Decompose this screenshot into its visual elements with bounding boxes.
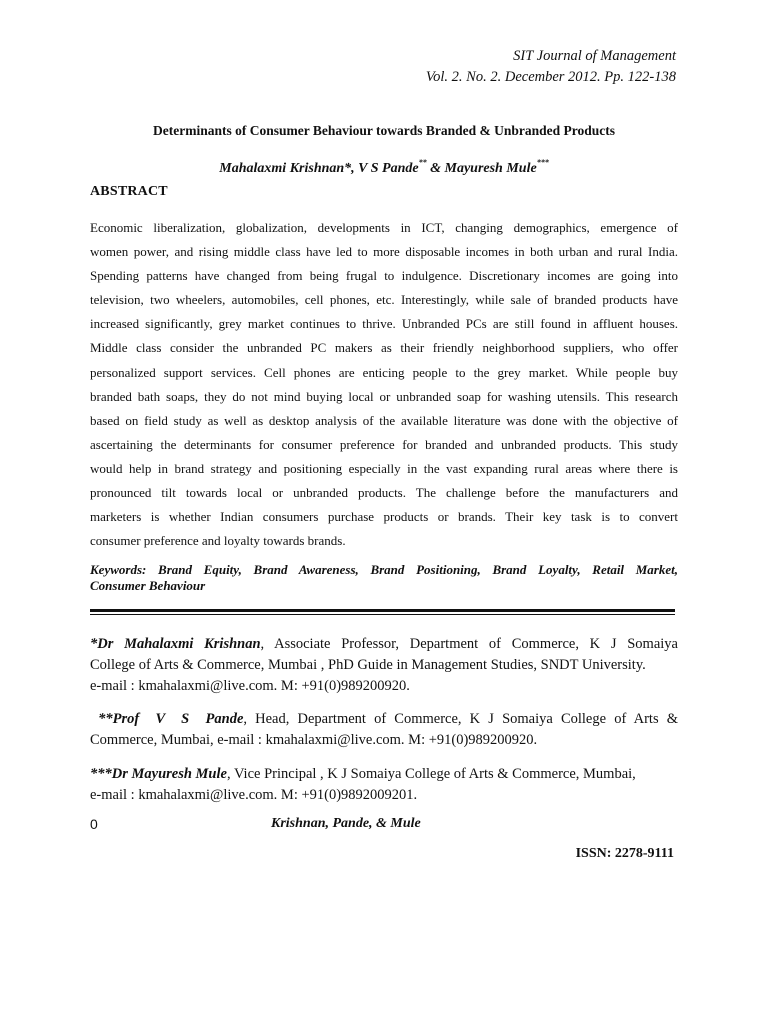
abstract-line: Spending patterns have changed from being frugal to indulgence. Discretionary incomes are going into: [90, 268, 678, 284]
abstract-line: television, two wheelers, automobiles, cell phones, etc. Interestingly, while sale of branded products have: [90, 292, 678, 308]
author-names-2: Mayuresh Mule: [444, 161, 537, 176]
abstract-line: Middle class consider the unbranded PC makers as their friendly neighborhood suppliers, who offer: [90, 340, 678, 356]
footnote-3-affiliation: , Vice Principal , K J Somaiya College of Arts & Commerce, Mumbai,: [226, 766, 636, 782]
paper-title: Determinants of Consumer Behaviour towards Branded & Unbranded Products: [152, 123, 616, 138]
abstract-line: branded bath soaps, they do not mind buying local or unbranded soap for washing utensils. This research: [90, 388, 678, 404]
author-mark-3: ***: [536, 158, 549, 167]
issn: ISSN: 2278-9111: [575, 846, 674, 861]
author-line: [0, 158, 768, 177]
keywords: [90, 562, 678, 594]
running-head: Krishnan, Pande, & Mule: [271, 816, 421, 831]
abstract-line: consumer preference and loyalty towards brands.: [90, 533, 346, 549]
abstract-body: [90, 216, 678, 553]
journal-name: SIT Journal of Management: [513, 48, 676, 64]
footnote-3-name: ***Dr Mayuresh Mule: [90, 766, 227, 782]
abstract-line: would help in brand strategy and positioning especially in the vast expanding rural areas where there is: [90, 460, 678, 476]
footnote-1-line-1: [90, 634, 678, 655]
abstract-line: ascertaining the determinants for consumer preference for branded and unbranded products. This study: [90, 436, 678, 452]
footnote-2-affiliation: , Head, Department of Commerce, K J Somaiya College of Arts &: [243, 711, 678, 727]
footnote-1-line-2: College of Arts & Commerce, Mumbai , PhD Guide in Management Studies, SNDT University.: [90, 657, 646, 673]
abstract-heading: ABSTRACT: [90, 184, 168, 199]
separator-rule-thick: [90, 609, 675, 612]
footnote-2-line-2: Commerce, Mumbai, e-mail : kmahalaxmi@live.com. M: +91(0)989200920.: [90, 732, 538, 748]
journal-citation: Vol. 2. No. 2. December 2012. Pp. 122-138: [425, 69, 676, 85]
author-mark-2: **: [418, 158, 427, 167]
footnote-3-line-2: e-mail : kmahalaxmi@live.com. M: +91(0)9892009201.: [90, 787, 418, 803]
footnote-3-line-1: [90, 764, 678, 785]
footnote-author-1: [90, 634, 678, 697]
footnote-1-line-3: e-mail : kmahalaxmi@live.com. M: +91(0)989200920.: [90, 678, 410, 694]
footnote-author-2: [90, 709, 678, 751]
footnote-1-affiliation: , Associate Professor, Department of Commerce, K J Somaiya: [260, 636, 678, 652]
separator-rule-thin: [90, 614, 675, 615]
page-number: 0: [90, 816, 98, 832]
author-separator: &: [426, 161, 445, 176]
keywords-line-2: Consumer Behaviour: [90, 578, 206, 593]
abstract-line: personalized support services. Cell phones are enticing people to the grey market. While people buy: [90, 364, 678, 380]
journal-header: [426, 46, 676, 88]
author-names-1: Mahalaxmi Krishnan*, V S Pande: [219, 161, 419, 176]
abstract-line: pronounced tilt towards local or unbranded products. The challenge before the manufacturers and: [90, 485, 678, 501]
abstract-line: marketers is whether Indian consumers purchase products or brands. Their key task is to convert: [90, 509, 678, 525]
abstract-line: women power, and rising middle class have led to more disposable incomes in both urban and rural India.: [90, 244, 678, 260]
footnote-1-name: *Dr Mahalaxmi Krishnan: [90, 636, 261, 652]
abstract-line: Economic liberalization, globalization, developments in ICT, changing demographics, emergence of: [90, 220, 678, 235]
abstract-line: increased significantly, grey market continues to thrive. Unbranded PCs are still found in affluent houses.: [90, 316, 678, 332]
abstract-line: based on field study as well as desktop analysis of the available literature was done with the objective of: [90, 412, 678, 428]
footnote-2-line-1: [90, 709, 678, 730]
keywords-line-1: Keywords: Brand Equity, Brand Awareness, Brand Positioning, Brand Loyalty, Retail Market,: [90, 562, 678, 577]
footnote-2-name: **Prof V S Pande: [90, 711, 244, 727]
footnote-author-3: [90, 764, 678, 806]
